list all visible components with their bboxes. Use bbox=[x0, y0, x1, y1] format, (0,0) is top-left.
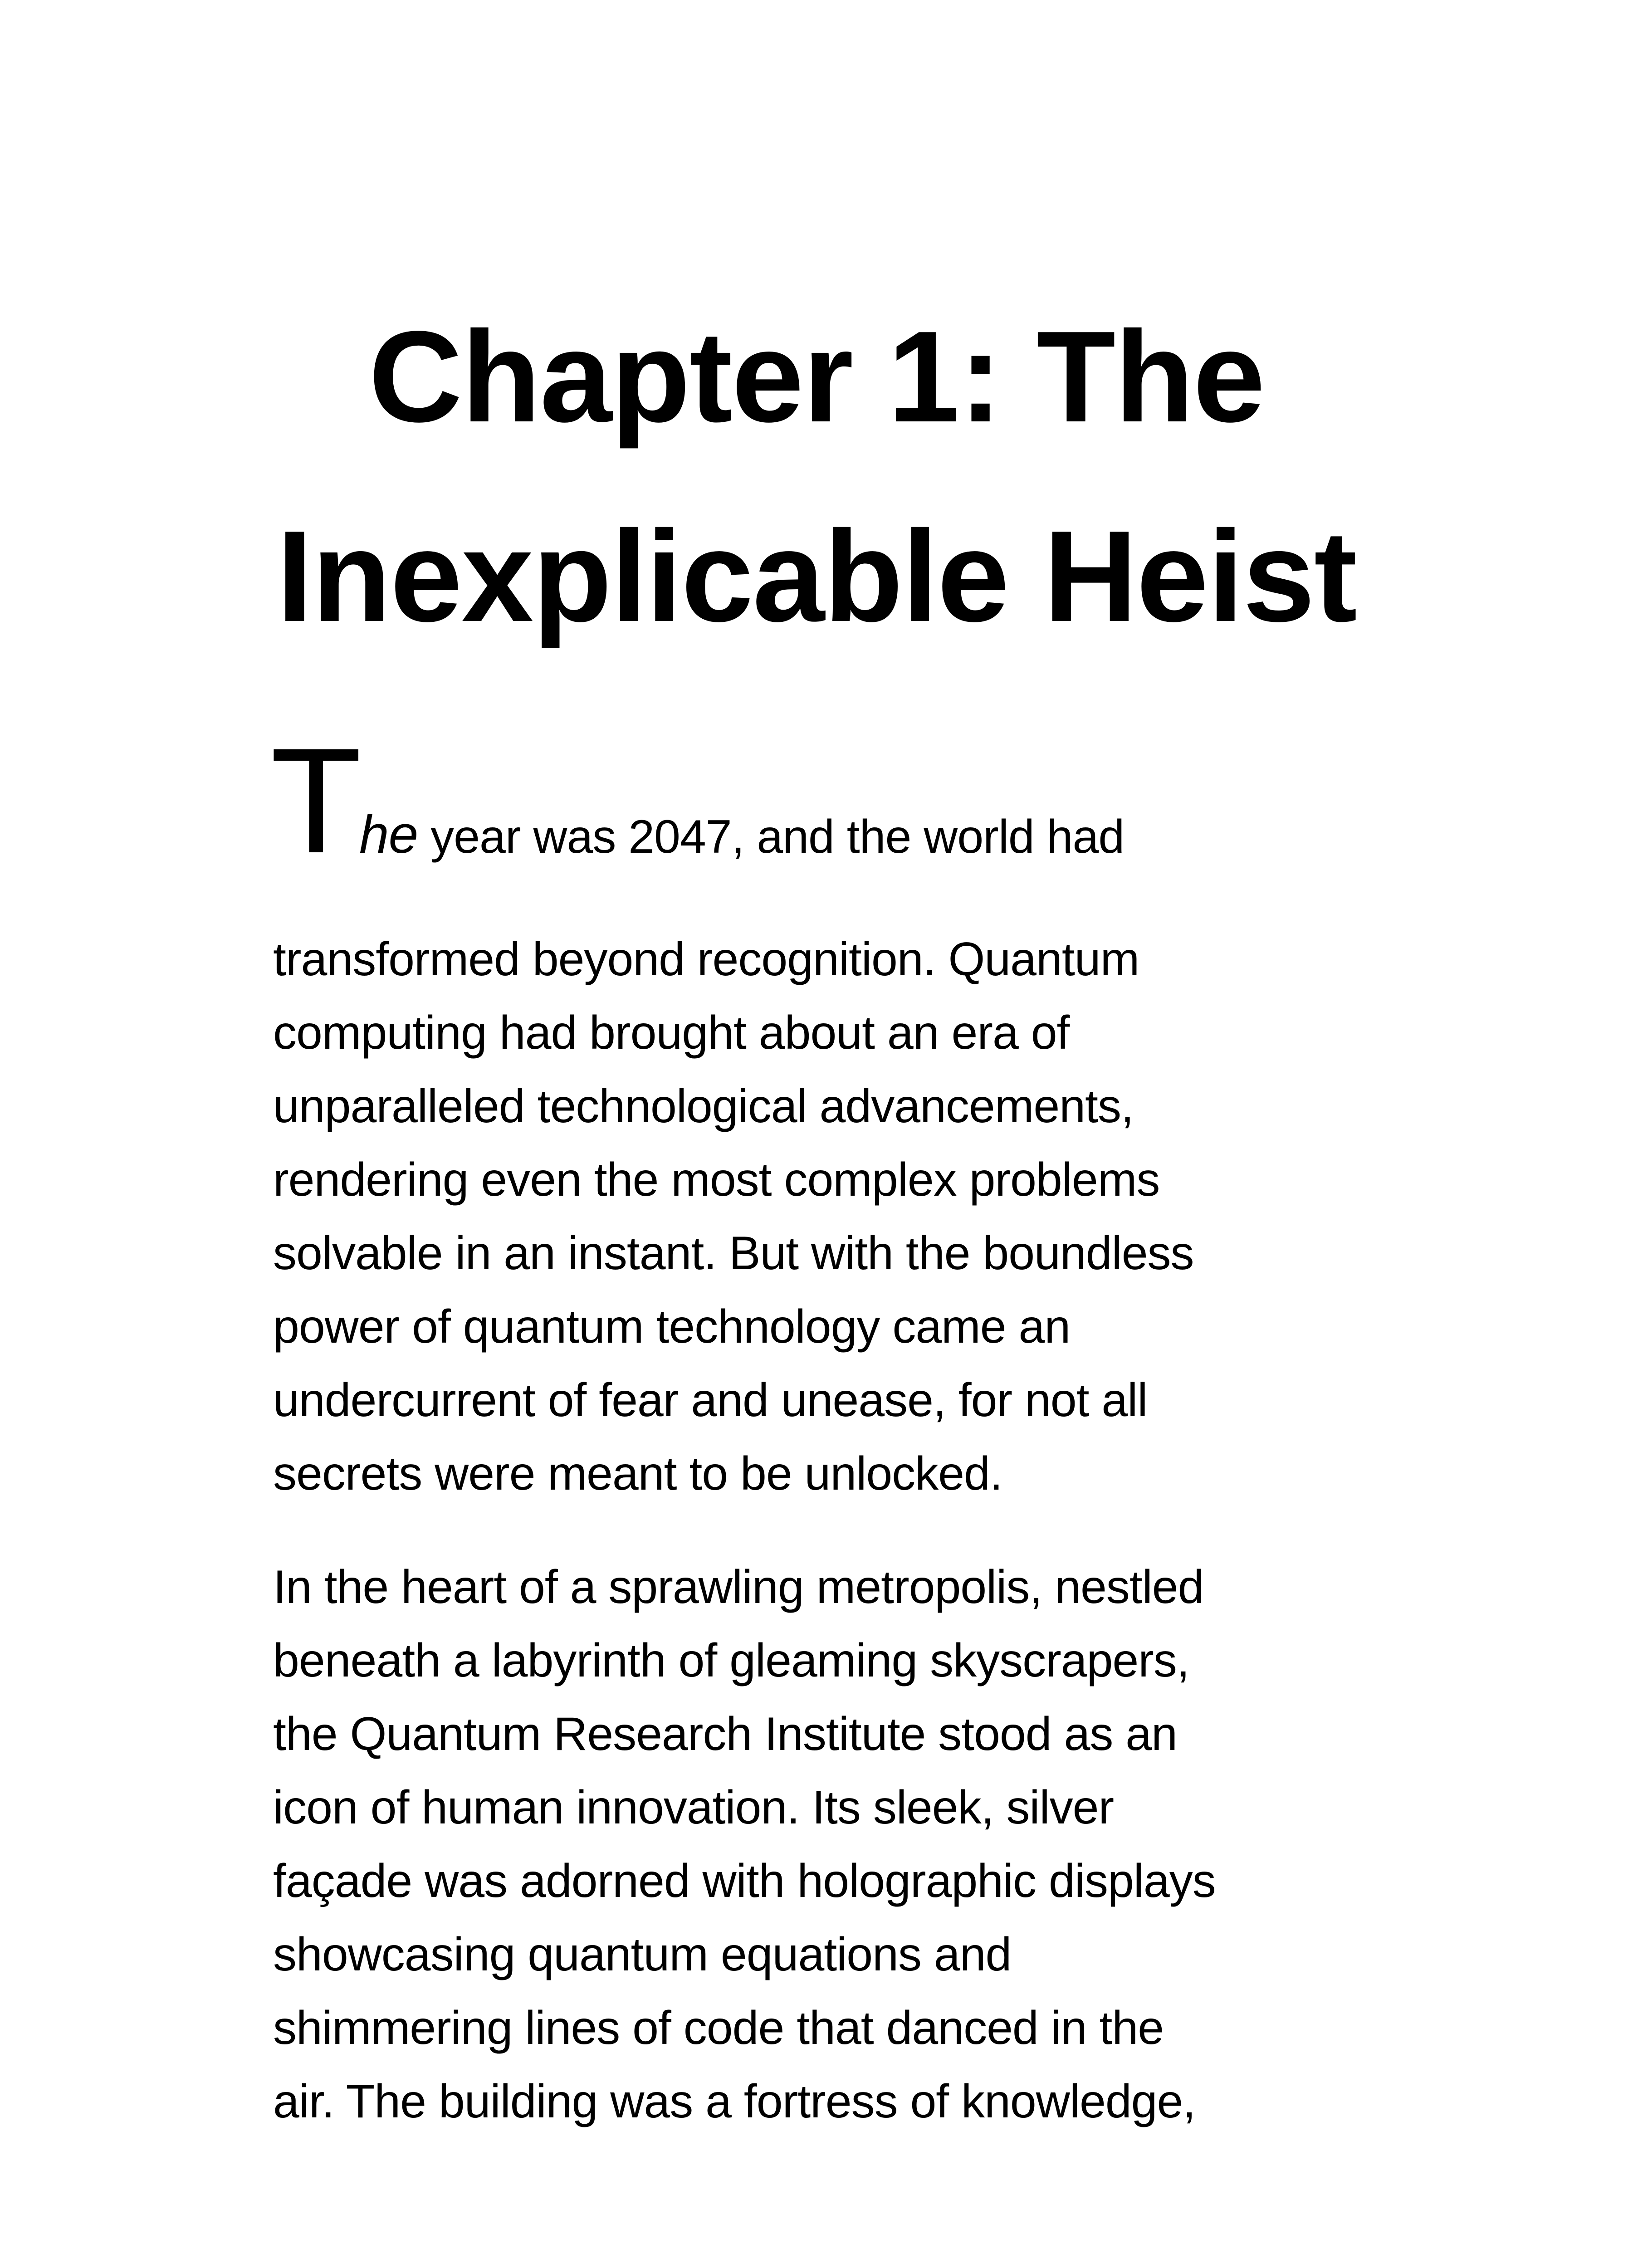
chapter-title-line-1: Chapter 1: The bbox=[368, 304, 1265, 449]
paragraph-2 bbox=[273, 1550, 1407, 2138]
paragraph-1 bbox=[273, 923, 1407, 1510]
paragraph-line: showcasing quantum equations and bbox=[273, 1928, 1012, 1981]
drop-cap: T bbox=[270, 717, 362, 884]
paragraph-line: unparalleled technological advancements, bbox=[273, 1080, 1134, 1133]
paragraph-line: beneath a labyrinth of gleaming skyscrapers, bbox=[273, 1634, 1189, 1687]
chapter-title bbox=[0, 277, 1633, 676]
paragraph-line: transformed beyond recognition. Quantum bbox=[273, 933, 1139, 986]
opening-line-rest: year was 2047, and the world had bbox=[418, 811, 1125, 863]
paragraph-line: air. The building was a fortress of knowledge, bbox=[273, 2075, 1196, 2128]
opening-line bbox=[270, 717, 1353, 884]
paragraph-line: power of quantum technology came an bbox=[273, 1300, 1071, 1353]
paragraph-line: solvable in an instant. But with the boundless bbox=[273, 1227, 1194, 1280]
paragraph-line: In the heart of a sprawling metropolis, nestled bbox=[273, 1561, 1204, 1613]
paragraph-line: façade was adorned with holographic displays bbox=[273, 1855, 1216, 1907]
drop-cap-continuation: he bbox=[359, 805, 418, 865]
paragraph-line: the Quantum Research Institute stood as an bbox=[273, 1708, 1177, 1760]
paragraph-line: secrets were meant to be unlocked. bbox=[273, 1447, 1002, 1500]
paragraph-line: computing had brought about an era of bbox=[273, 1007, 1070, 1059]
paragraph-line: undercurrent of fear and unease, for not all bbox=[273, 1374, 1148, 1427]
opening-line-text bbox=[359, 803, 1124, 869]
paragraph-line: shimmering lines of code that danced in the bbox=[273, 2002, 1164, 2054]
chapter-title-line-2: Inexplicable Heist bbox=[276, 503, 1357, 649]
paragraph-line: rendering even the most complex problems bbox=[273, 1154, 1160, 1206]
paragraph-line: icon of human innovation. Its sleek, silver bbox=[273, 1781, 1114, 1834]
